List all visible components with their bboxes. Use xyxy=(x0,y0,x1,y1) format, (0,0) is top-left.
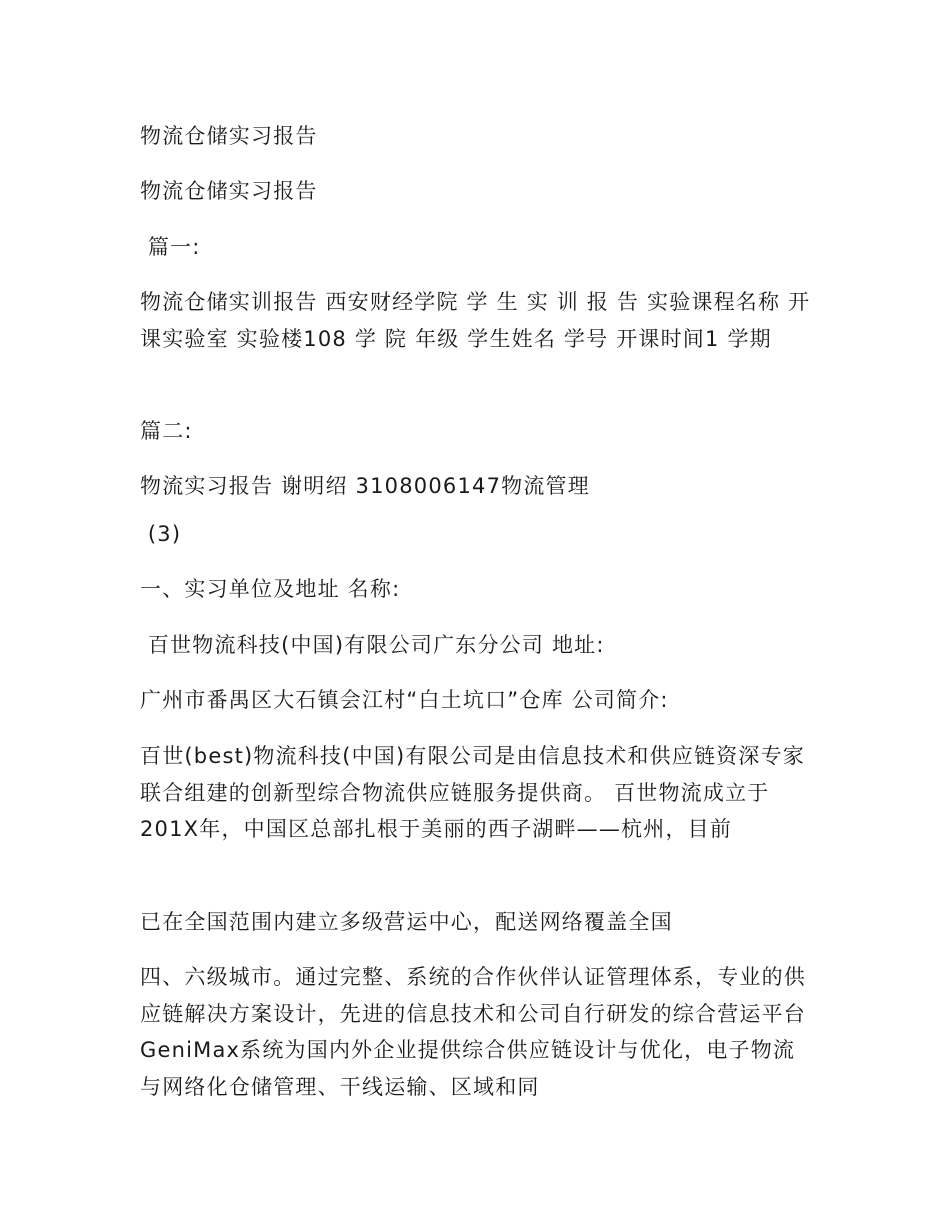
doc-subtitle: 物流仓储实习报告 xyxy=(140,179,318,203)
paragraph-company-name: 百世物流科技(中国)有限公司广东分公司 地址: xyxy=(140,633,605,657)
paragraph-network: 已在全国范围内建立多级营运中心，配送网络覆盖全国 xyxy=(140,910,673,934)
paragraph-company-address: 广州市番禺区大石镇会江村“白土坑口”仓库 公司简介: xyxy=(140,688,669,712)
paragraph-internship-author: 物流实习报告 谢明绍 3108006147物流管理 xyxy=(140,474,590,498)
section-heading-unit: 一、实习单位及地址 名称: xyxy=(140,577,401,601)
paragraph-training-report: 物流仓储实训报告 西安财经学院 学 生 实 训 报 告 实验课程名称 开课实验室 实验楼108 学 院 年级 学生姓名 学号 开课时间1 学期 xyxy=(140,290,811,351)
section-heading-part-two: 篇二: xyxy=(140,419,193,443)
section-heading-part-one: 篇一: xyxy=(140,235,201,259)
paragraph-services: 四、六级城市。通过完整、系统的合作伙伴认证管理体系，专业的供应链解决方案设计，先进的信息技术和公司自行研发的综合营运平台GeniMax系统为国内外企业提供综合供应链设计与优化，电子物流与网络化仓储管理、干线运输、区域和同 xyxy=(140,965,806,1099)
paragraph-number: (3) xyxy=(140,522,182,546)
doc-title: 物流仓储实习报告 xyxy=(140,124,318,148)
paragraph-company-intro: 百世(best)物流科技(中国)有限公司是由信息技术和供应链资深专家联合组建的创新型综合物流供应链服务提供商。 百世物流成立于201X年，中国区总部扎根于美丽的西子湖畔——杭州，目前 xyxy=(140,744,805,841)
